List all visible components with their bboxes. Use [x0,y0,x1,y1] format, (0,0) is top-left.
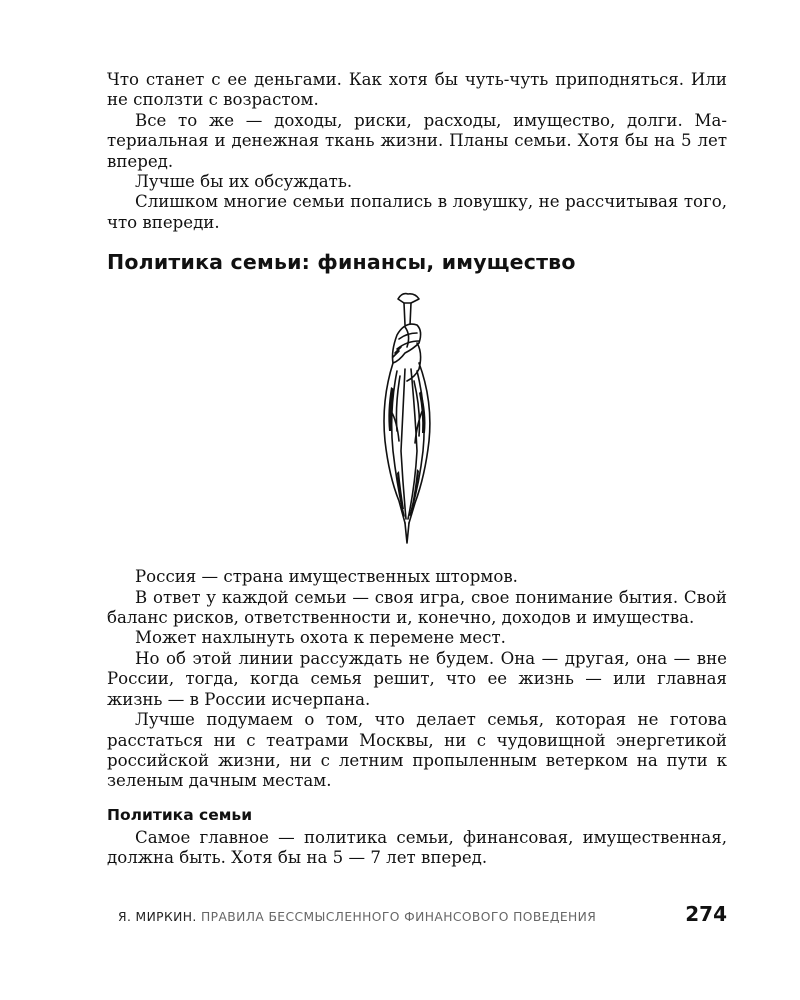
paragraph: Все то же — доходы, риски, расходы, имущество, долги. Материальная и денежная ткань жизни. Планы семьи. Хотя бы на 5 лет вперед. [107,110,727,171]
paragraph: Самое главное — политика семьи, финансовая, имущественная, должна быть. Хотя бы на 5 — 7 лет вперед. [107,827,727,868]
paragraph: Лучше подумаем о том, что делает семья, которая не готова расстаться ни с театрами Москвы, ни с чудовищной энергетикой российской жизни, ни с летним пропыленным ветерком на пути к зеленым дачным местам. [107,710,727,791]
footer-book-title: ПРАВИЛА БЕССМЫСЛЕННОГО ФИНАНСОВОГО ПОВЕДЕНИЯ [200,910,597,924]
paragraph: В ответ у каждой семьи — своя игра, свое понимание бытия. Свой баланс рисков, ответственности и, конечно, доходов и имущества. [107,587,727,628]
paragraph: Но об этой линии рассуждать не будем. Она — другая, она — вне России, тогда, когда семья решит, что ее жизнь — или главная жизнь — в России исчерпана. [107,648,727,709]
paragraph: Слишком многие семьи попались в ловушку, не рассчитывая того, что впереди. [107,192,727,232]
page-number: 274 [685,902,727,926]
page-content [107,70,727,869]
folded-umbrella-icon [377,291,439,546]
paragraph: Может нахлынуть охота к перемене мест. [135,628,506,648]
paragraph: Что станет с ее деньгами. Как хотя бы чуть-чуть приподняться. Или не сползти с возрастом. [107,70,727,110]
subsection-heading: Политика семьи [107,805,253,824]
running-title [118,910,596,924]
section-heading: Политика семьи: финансы, имущество [107,250,576,275]
paragraph: Лучше бы их обсуждать. [135,172,353,192]
footer-author: Я. МИРКИН. [118,910,197,924]
page-footer [118,902,727,926]
umbrella-illustration [107,275,727,567]
paragraph: Россия — страна имущественных штормов. [135,567,518,587]
